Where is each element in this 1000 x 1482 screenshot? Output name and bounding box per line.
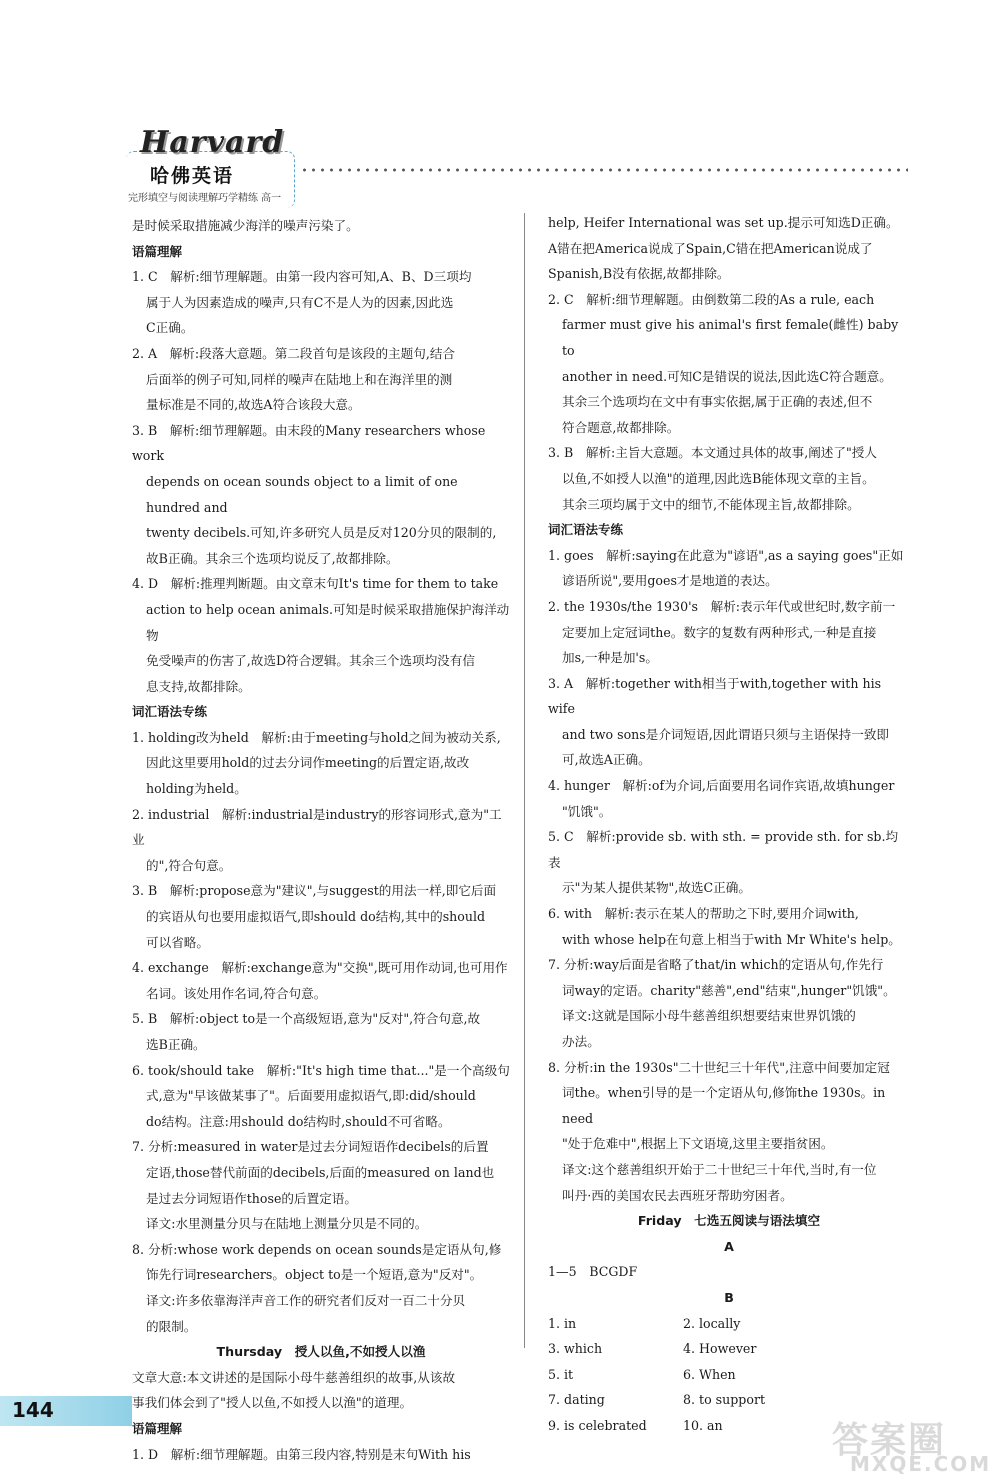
- text-line: 符合题意,故都排除。: [562, 419, 680, 435]
- text-line: 2. industrial 解析:industrial是industry的形容词形式,意为"工业: [132, 806, 502, 848]
- text-line: 可以省略。: [146, 934, 209, 950]
- text-line: 7. 分析:measured in water是过去分词短语作decibels的后置: [132, 1139, 489, 1155]
- text-line: depends on ocean sounds object to a limit of one hundred and: [146, 473, 458, 515]
- text-line: 其余三个选项均在文中有事实依据,属于正确的表述,但不: [562, 394, 873, 410]
- logo-chinese-title: 哈佛英语: [150, 165, 235, 187]
- logo-subtitle: 完形填空与阅读理解巧学精练 高一: [128, 193, 282, 204]
- text-line: 词way的定语。charity"慈善",end"结束",hunger"饥饿"。: [562, 982, 896, 998]
- text-line: 是时候采取措施减少海洋的噪声污染了。: [132, 218, 359, 233]
- text-line: 故B正确。其余三个选项均说反了,故都排除。: [146, 550, 399, 566]
- text-line: with whose help在句意上相当于with Mr White's help。: [562, 931, 901, 947]
- text-line: 3. B 解析:细节理解题。由末段的Many researchers whose work: [132, 422, 486, 464]
- section-title: Friday 七选五阅读与语法填空: [637, 1213, 821, 1229]
- text-line: 其余三项均属于文中的细节,不能体现主旨,故都排除。: [562, 496, 860, 512]
- text-line: 式,意为"早该做某事了"。后面要用虚拟语气,即:did/should: [146, 1088, 476, 1104]
- text-line: 3. A 解析:together with相当于with,together with his wife: [548, 675, 882, 717]
- logo-title: Harvard: [140, 125, 285, 160]
- text-line: 饰先行词researchers。object to是一个短语,意为"反对"。: [146, 1267, 483, 1283]
- answer-item: 4. However: [683, 1341, 757, 1357]
- text-line: 1. holding改为held 解析:由于meeting与hold之间为被动关系,: [132, 729, 501, 745]
- text-line: twenty decibels.可知,许多研究人员是反对120分贝的限制的,: [146, 525, 497, 541]
- text-line: 5. C 解析:provide sb. with sth. = provide sth. for sb.均表: [548, 829, 899, 870]
- text-line: 译文:许多依靠海洋声音工作的研究者们反对一百二十分贝: [146, 1292, 466, 1308]
- text-line: 7. 分析:way后面是省略了that/in which的定语从句,作先行: [548, 957, 884, 973]
- text-line: 定语,those替代前面的decibels,后面的measured on land也: [146, 1164, 495, 1180]
- left-column: [132, 213, 510, 1467]
- answer-item: 8. to support: [683, 1392, 766, 1408]
- answer-item: 3. which: [548, 1341, 603, 1357]
- text-line: 6. took/should take 解析:"It's high time that..."是一个高级句: [132, 1062, 510, 1078]
- right-column: [548, 210, 910, 1439]
- dotted-rule: [300, 168, 908, 172]
- text-line: 叫丹·西的美国农民去西班牙帮助穷困者。: [562, 1187, 793, 1203]
- text-line: 译文:这个慈善组织开始于二十世纪三十年代,当时,有一位: [562, 1161, 877, 1177]
- section-heading: 词汇语法专练: [132, 704, 208, 720]
- section-heading: 语篇理解: [132, 243, 183, 259]
- text-line: 事我们体会到了"授人以鱼,不如授人以渔"的道理。: [132, 1395, 413, 1411]
- section-title: Thursday 授人以鱼,不如授人以渔: [216, 1344, 426, 1360]
- text-line: 1. D 解析:细节理解题。由第三段内容,特别是末句With his: [132, 1446, 471, 1462]
- text-line: 的宾语从句也要用虚拟语气,即should do结构,其中的should: [146, 909, 486, 925]
- text-line: 的",符合句意。: [146, 857, 232, 873]
- text-line: C正确。: [146, 320, 194, 336]
- text-line: 属于人为因素造成的噪声,只有C不是人为的因素,因此选: [146, 294, 454, 310]
- text-line: 4. D 解析:推理判断题。由文章末句It's time for them to take: [132, 576, 499, 592]
- text-line: 3. B 解析:主旨大意题。本文通过具体的故事,阐述了"授人: [548, 445, 877, 461]
- answer-item: 5. it: [548, 1366, 574, 1382]
- answer-item: 2. locally: [683, 1315, 741, 1331]
- answer-item: 1. in: [548, 1315, 577, 1331]
- page-number: 144: [12, 1398, 54, 1422]
- section-title: B: [724, 1289, 734, 1305]
- text-line: 5. B 解析:object to是一个高级短语,意为"反对",符合句意,故: [132, 1011, 481, 1027]
- book-header: [128, 125, 908, 207]
- text-line: do结构。注意:用should do结构时,should不可省略。: [146, 1113, 451, 1129]
- text-line: 1. goes 解析:saying在此意为"谚语",as a saying goes"正如: [548, 547, 904, 563]
- text-line: 6. with 解析:表示在某人的帮助之下时,要用介词with,: [548, 906, 859, 922]
- watermark-logo: [832, 1412, 992, 1474]
- answer-item: 7. dating: [548, 1392, 605, 1408]
- text-line: 息支持,故都排除。: [146, 678, 251, 694]
- section-heading: 语篇理解: [132, 1420, 183, 1436]
- harvard-logo: [128, 125, 298, 207]
- text-line: 是过去分词短语作those的后置定语。: [146, 1190, 357, 1206]
- text-line: 8. 分析:in the 1930s"二十世纪三十年代",注意中间要加定冠: [548, 1059, 890, 1075]
- text-line: holding为held。: [146, 781, 247, 797]
- answer-item: 10. an: [683, 1417, 723, 1433]
- text-line: A错在把America说成了Spain,C错在把American说成了: [548, 240, 873, 256]
- text-line: 8. 分析:whose work depends on ocean sounds是定语从句,修: [132, 1241, 502, 1257]
- text-line: 4. exchange 解析:exchange意为"交换",既可用作动词,也可用作: [132, 960, 508, 976]
- text-line: 名词。该处用作名词,符合句意。: [146, 985, 327, 1001]
- text-line: 4. hunger 解析:of为介词,后面要用名词作宾语,故填hunger: [548, 778, 895, 794]
- watermark-text: 答案圈: [832, 1420, 947, 1461]
- text-line: 译文:这就是国际小母牛慈善组织想要结束世界饥饿的: [562, 1008, 856, 1024]
- watermark-url: MXQE.COM: [850, 1452, 992, 1476]
- text-line: 1—5 BCGDF: [548, 1264, 638, 1280]
- text-line: 2. C 解析:细节理解题。由倒数第二段的As a rule, each: [548, 291, 875, 307]
- text-line: 量标准是不同的,故选A符合该段大意。: [146, 397, 361, 413]
- answer-item: 9. is celebrated: [548, 1417, 647, 1433]
- answer-item: 6. When: [683, 1366, 736, 1382]
- section-heading: 词汇语法专练: [548, 522, 624, 538]
- text-line: 示"为某人提供某物",故选C正确。: [562, 880, 751, 896]
- text-line: and two sons是介词短语,因此谓语只须与主语保持一致即: [562, 726, 890, 742]
- text-line: 选B正确。: [146, 1037, 206, 1052]
- text-line: 可,故选A正确。: [562, 752, 651, 768]
- text-line: 以鱼,不如授人以渔"的道理,因此选B能体现文章的主旨。: [562, 470, 875, 486]
- text-line: farmer must give his animal's first female(雌性) baby to: [562, 317, 899, 358]
- section-title: A: [724, 1238, 734, 1254]
- text-line: 2. the 1930s/the 1930's 解析:表示年代或世纪时,数字前一: [548, 598, 896, 614]
- text-line: 3. B 解析:propose意为"建议",与suggest的用法一样,即它后面: [132, 883, 497, 899]
- text-line: 加s,一种是加's。: [562, 650, 658, 666]
- text-line: 词the。when引导的是一个定语从句,修饰the 1930s。in need: [562, 1085, 886, 1126]
- text-line: 免受噪声的伤害了,故选D符合逻辑。其余三个选项均没有信: [146, 653, 475, 669]
- text-line: 办法。: [562, 1034, 600, 1049]
- text-line: 2. A 解析:段落大意题。第二段首句是该段的主题句,结合: [132, 345, 456, 361]
- text-line: 因此这里要用hold的过去分词作meeting的后置定语,故改: [146, 755, 470, 771]
- text-line: 1. C 解析:细节理解题。由第一段内容可知,A、B、D三项均: [132, 269, 472, 285]
- text-line: 文章大意:本文讲述的是国际小母牛慈善组织的故事,从该故: [132, 1369, 456, 1385]
- text-line: help, Heifer International was set up.提示可知选D正确。: [548, 215, 899, 230]
- column-divider: [524, 213, 525, 1348]
- text-line: 定要加上定冠词the。数字的复数有两种形式,一种是直接: [562, 624, 877, 640]
- text-line: Spanish,B没有依据,故都排除。: [548, 266, 730, 282]
- text-line: action to help ocean animals.可知是时候采取措施保护海洋动物: [146, 601, 510, 643]
- text-line: "处于危难中",根据上下文语境,这里主要指贫困。: [562, 1136, 834, 1152]
- text-line: 谚语所说",要用goes才是地道的表达。: [562, 573, 778, 589]
- text-line: 译文:水里测量分贝与在陆地上测量分贝是不同的。: [146, 1216, 428, 1232]
- text-line: 后面举的例子可知,同样的噪声在陆地上和在海洋里的测: [146, 371, 453, 387]
- text-line: "饥饿"。: [562, 803, 612, 819]
- text-line: 的限制。: [146, 1318, 197, 1334]
- text-line: another in need.可知C是错误的说法,因此选C符合题意。: [562, 368, 892, 384]
